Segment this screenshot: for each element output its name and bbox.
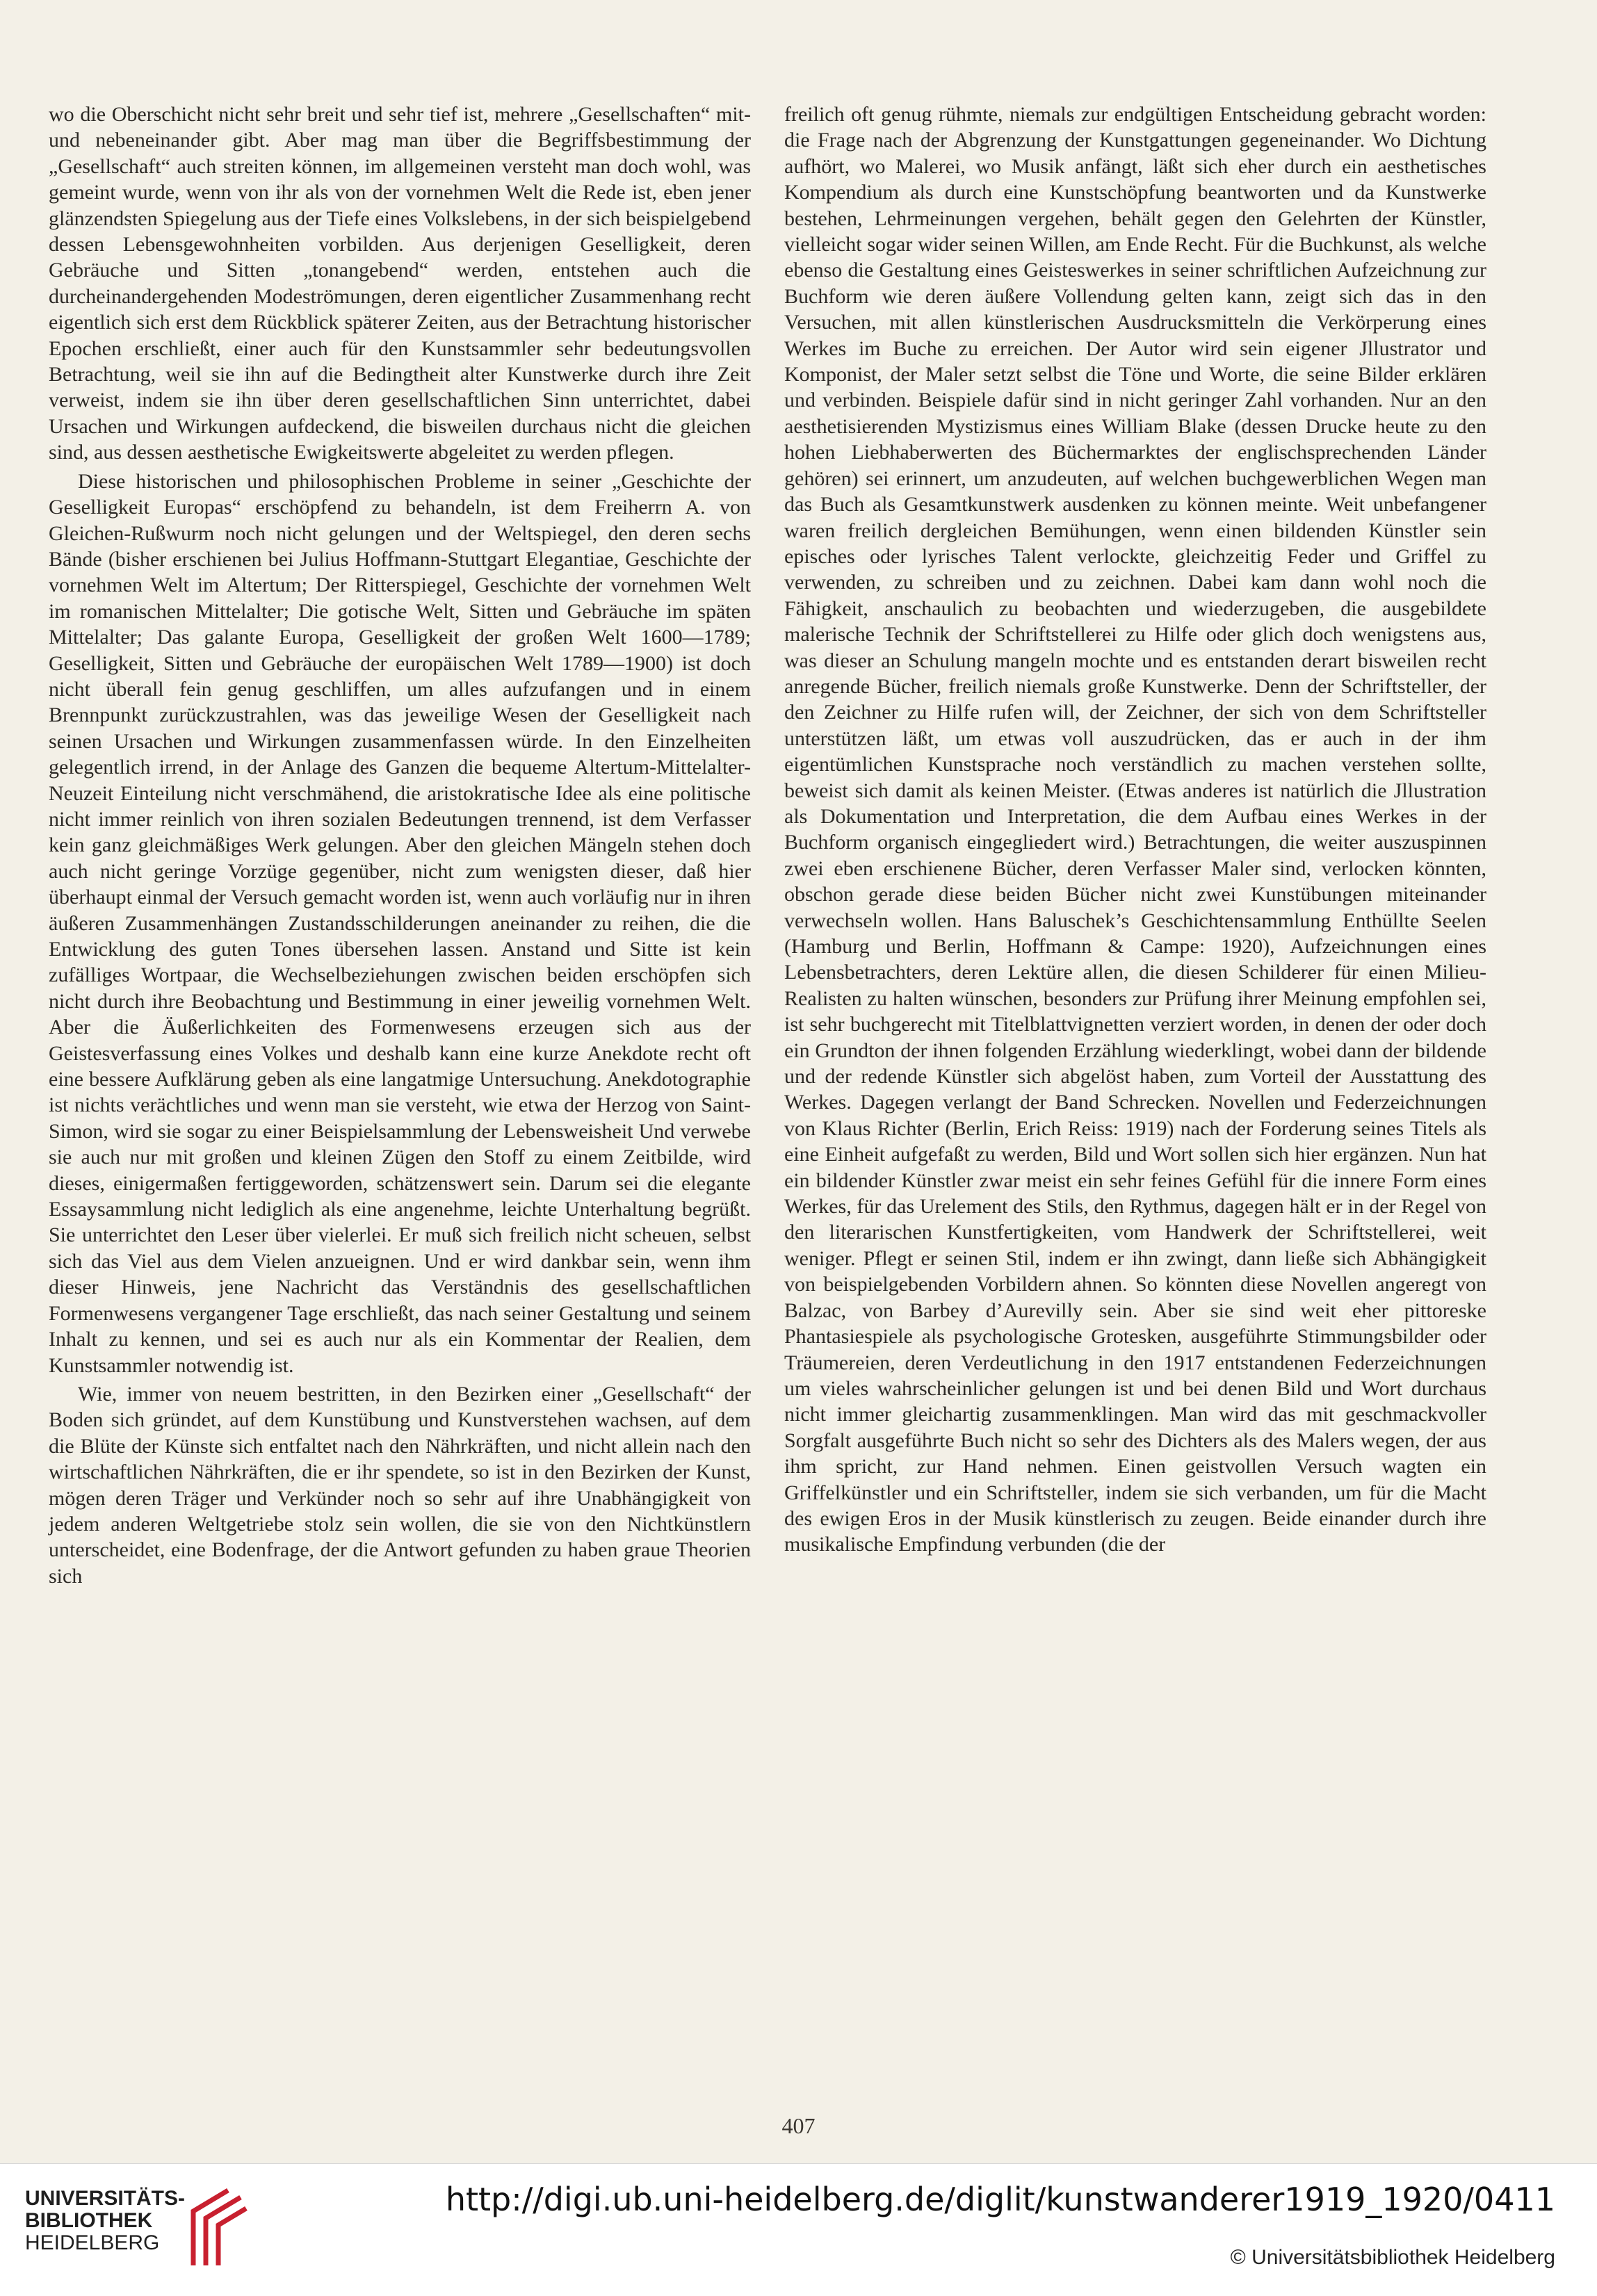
- logo-line: HEIDELBERG: [25, 2231, 160, 2254]
- paragraph: Wie, immer von neuem bestritten, in den Bezirken einer „Gesellschaft“ der Boden sich gründet, auf dem Kunstübung und Kunstverstehen wachsen, auf dem die Blüte der Künste sich entfaltet nach den Nährkräften, und nicht allein nach den wirtschaftlichen Nährkräften, die er ihr spendete, so ist in den Bezirken der Kunst, mögen deren Träger und Verkünder noch so sehr auf ihre Unabhängigkeit von jedem anderen Weltgetriebe stolz sein wollen, die sie von den Nichtkünstlern unterscheidet, eine Bodenfrage, der die Antwort gefunden zu haben graue Theorien sich: [49, 1382, 751, 1588]
- paragraph: freilich oft genug rühmte, niemals zur endgültigen Entscheidung gebracht worden: die Frage nach der Abgrenzung der Kunstgattungen gegeneinander. Wo Dichtung aufhört, wo Malerei, wo Musik anfängt, läßt sich eher durch ein aesthetisches Kompendium als durch eine Kunstschöpfung beantworten und da Kunstwerke bestehen, Lehrmeinungen vergehen, behält gegen den Gelehrten der Künstler, vielleicht sogar wider seinen Willen, am Ende Recht. Für die Buchkunst, als welche ebenso die Gestaltung eines Geisteswerkes in seiner schriftlichen Aufzeichnung zur Buchform wie deren äußere Vollendung gelten kann, zeigt sich das in den Versuchen, mit allen künstlerischen Ausdrucksmitteln die Verkörperung eines Werkes im Buche zu erreichen. Der Autor wird sein eigener Jllustrator und Komponist, der Maler setzt selbst die Töne und Worte, die seine Bilder erklären und verbinden. Beispiele dafür sind in nicht geringer Zahl vorhanden. Nur an den aesthetisierenden Mystizismus eines William Blake (dessen Drucke heute zu den hohen Liebhaberwerten des Büchermarktes der englischsprechenden Länder gehören) sei erinnert, um anzudeuten, auf welchen buchgewerblichen Wegen man das Buch als Gesamtkunstwerk ausdenken zu können meinte. Weit unbefangener waren freilich dergleichen Bemühungen, wenn einen bildenden Künstler sein episches oder lyrisches Talent verlockte, gleichzeitig Feder und Griffel zu verwenden, zu schreiben und zu zeichnen. Dabei kam dann wohl noch die Fähigkeit, anschaulich zu beobachten und wiederzugeben, die ausgebildete malerische Technik der Schriftstellerei zu Hilfe oder glich doch wenigstens aus, was dieser an Schulung mangeln mochte und es entstanden derart bisweilen recht anregende Bücher, freilich niemals große Kunstwerke. Denn der Schriftsteller, der den Zeichner zu Hilfe rufen will, der Zeichner, der sich von dem Schriftsteller unterstützen läßt, um etwas voll auszudrücken, das er auch in der ihm eigentümlichen Kunstsprache noch verständlich zu machen verstehen sollte, beweist sich damit als keinen Meister. (Etwas anderes ist natürlich die Jllustration als Dokumentation und Interpretation, die dem Aufbau eines Werkes in der Buchform organisch eingegliedert wird.) Betrachtungen, die weiter auszuspinnen zwei eben erschienene Bücher, deren Verfasser Maler sind, verlocken könnten, obschon gerade diese beiden Bücher nicht zwei Kunstübungen miteinander verwechseln wollen. Hans Baluschek’s Geschichtensammlung Enthüllte Seelen (Hamburg und Berlin, Hoffmann & Campe: 1920), Aufzeichnungen eines Lebensbetrachters, deren Lektüre allen, die diesen Schilderer für einen Milieu-Realisten zu halten wünschen, besonders zur Prüfung ihrer Meinung empfohlen sei, ist sehr buchgerecht mit Titelblattvignetten verziert worden, in denen der oder doch ein Grundton der ihnen folgenden Erzählung wiederklingt, wobei dann der bildende und der redende Künstler sich abgelöst haben, zum Vorteil der Ausstattung des Werkes. Dagegen verlangt der Band Schrecken. Novellen und Federzeichnungen von Klaus Richter (Berlin, Erich Reiss: 1919) nach der Forderung seines Titels als eine Einheit aufgefaßt zu werden, Bild und Wort sollen sich hier ergänzen. Nun hat ein bildender Künstler zwar meist ein sehr feines Gefühl für die innere Form eines Werkes, für das Urelement des Stils, den Rythmus, dagegen hält er in der Regel von den literarischen Kunstfertigkeiten, vom Handwerk der Schriftstellerei, weit weniger. Pflegt er seinen Stil, indem er ihn zwingt, dann ließe sich Abhängigkeit von beispielgebenden Vorbildern ahnen. So könnten diese Novellen angeregt von Balzac, von Barbey d’Aurevilly sein. Aber sie sind weit eher pittoreske Phantasiespiele als psychologische Grotesken, ausgeführte Stimmungsbilder oder Träumereien, deren Verdeutlichung in den 1917 entstandenen Federzeichnungen um vieles wahrscheinlicher gelungen ist und bei denen Bild und Wort durchaus nicht immer gleichartig zusammenklingen. Man wird das mit geschmackvoller Sorgfalt ausgeführte Buch nicht so sehr des Dichters als des Malers wegen, der aus ihm spricht, zur Hand nehmen. Einen geistvollen Versuch wagten ein Griffelkünstler und ein Schriftsteller, indem sie sich verbanden, um für die Macht des ewigen Eros in der Musik künstlerisch zu zeugen. Beide einander durch ihre musikalische Empfindung verbunden (die der: [784, 103, 1486, 1556]
- copyright-notice: © Universitätsbibliothek Heidelberg: [1230, 2246, 1555, 2269]
- article-body: [49, 101, 1486, 1589]
- library-footer: [0, 2163, 1597, 2296]
- library-emblem-icon: [186, 2183, 249, 2270]
- library-logo[interactable]: [25, 2183, 248, 2270]
- source-url-link[interactable]: http://digi.ub.uni-heidelberg.de/diglit/kunstwanderer1919_1920/0411: [445, 2181, 1555, 2218]
- left-column: [49, 101, 751, 1589]
- paragraph: wo die Oberschicht nicht sehr breit und sehr tief ist, mehrere „Gesellschaften“ mit- und nebeneinander gibt. Aber mag man über die Begriffsbestimmung der „Gesellschaft“ auch streiten können, im allgemeinen versteht man doch wohl, was gemeint wurde, wenn von ihr als von der vornehmen Welt die Rede ist, eben jener glänzendsten Spiegelung aus der Tiefe eines Volkslebens, in der sich beispielgebend dessen Lebensgewohnheiten vorbilden. Aus derjenigen Geselligkeit, deren Gebräuche und Sitten „tonangebend“ werden, entstehen auch die durcheinandergehenden Modeströmungen, deren eigentlicher Zusammenhang recht eigentlich sich erst dem Rückblick späterer Zeiten, aus der Betrachtung historischer Epochen erschließt, einer auch für den Kunstsammler sehr bedeutungsvollen Betrachtung, weil sie ihn auf die Bedingtheit alter Kunstwerke durch ihre Zeit verweist, indem sie ihn über deren gesellschaftlichen Sinn unterrichtet, dabei Ursachen und Wirkungen aufdeckend, die bisweilen durchaus nicht die gleichen sind, aus dessen aesthetische Ewigkeitswerte abgeleitet zu werden pflegen.: [49, 103, 751, 464]
- logo-wordmark: [25, 2188, 185, 2254]
- page-number: 407: [781, 2113, 816, 2138]
- right-column: [784, 101, 1486, 1589]
- paragraph: Diese historischen und philosophischen Probleme in seiner „Geschichte der Geselligkeit Europas“ erschöpfend zu behandeln, ist dem Freiherrn A. von Gleichen-Rußwurm noch nicht gelungen und der Weltspiegel, den deren sechs Bände (bisher erschienen bei Julius Hoffmann-Stuttgart Elegantiae, Geschichte der vornehmen Welt im Altertum; Der Ritterspiegel, Geschichte der vornehmen Welt im romanischen Mittelalter; Die gotische Welt, Sitten und Gebräuche im späten Mittelalter; Das galante Europa, Geselligkeit der großen Welt 1600—1789; Geselligkeit, Sitten und Gebräuche der europäischen Welt 1789—1900) ist doch nicht überall fein genug geschliffen, um alles aufzufangen und in einem Brennpunkt zurückzustrahlen, was das jeweilige Wesen der Geselligkeit nach seinen Ursachen und Wirkungen zusammenfassen würde. In den Einzelheiten gelegentlich irrend, in der Anlage des Ganzen die bequeme Altertum-Mittelalter-Neuzeit Einteilung nicht verschmähend, die aristokratische Idee als eine politische nicht immer reinlich von ihren sozialen Bedeutungen trennend, ist dem Verfasser kein ganz gleichmäßiges Werk gelungen. Aber den gleichen Mängeln stehen doch auch nicht geringe Vorzüge gegenüber, nicht zum wenigsten dieser, daß hier überhaupt einmal der Versuch gemacht worden ist, wenn auch vorläufig nur in ihren äußeren Zusammenhängen Zustandsschilderungen aneinander zu reihen, die die Entwicklung des guten Tones übersehen lassen. Anstand und Sitte ist kein zufälliges Wortpaar, die Wechselbeziehungen zwischen beiden erschöpfen sich nicht durch ihre Beobachtung und Bestimmung in einer jeweilig vornehmen Welt. Aber die Äußerlichkeiten des Formenwesens erzeugen sich aus der Geistesverfassung eines Volkes und deshalb kann eine kurze Anekdote recht oft eine bessere Aufklärung geben als eine langatmige Untersuchung. Anekdotographie ist nichts verächtliches und wenn man sie versteht, wie etwa der Herzog von Saint-Simon, wird sie sogar zu einer Beispielsammlung der Lebensweisheit Und verwebe sie auch nur mit großen und kleinen Zügen den Stoff zu einem Zeitbilde, wird dieses, einigermaßen fertiggeworden, schätzenswert sein. Darum sei die elegante Essaysammlung nicht lediglich als eine angenehme, leichte Unterhaltung begrüßt. Sie unterrichtet den Leser über vielerlei. Er muß sich freilich nicht scheuen, selbst sich das Viel aus dem Vielen anzueignen. Und er wird dankbar sein, wenn ihm dieser Hinweis, jene Nachricht das Verständnis des gesellschaftlichen Formenwesens vergangener Tage erschließt, das nach seiner Gestaltung und seinem Inhalt zu kennen, und sei es auch nur als ein Kommentar der Realien, dem Kunstsammler notwendig ist.: [49, 469, 751, 1377]
- logo-line: BIBLIOTHEK: [25, 2209, 153, 2232]
- logo-line: UNIVERSITÄTS-: [25, 2187, 186, 2210]
